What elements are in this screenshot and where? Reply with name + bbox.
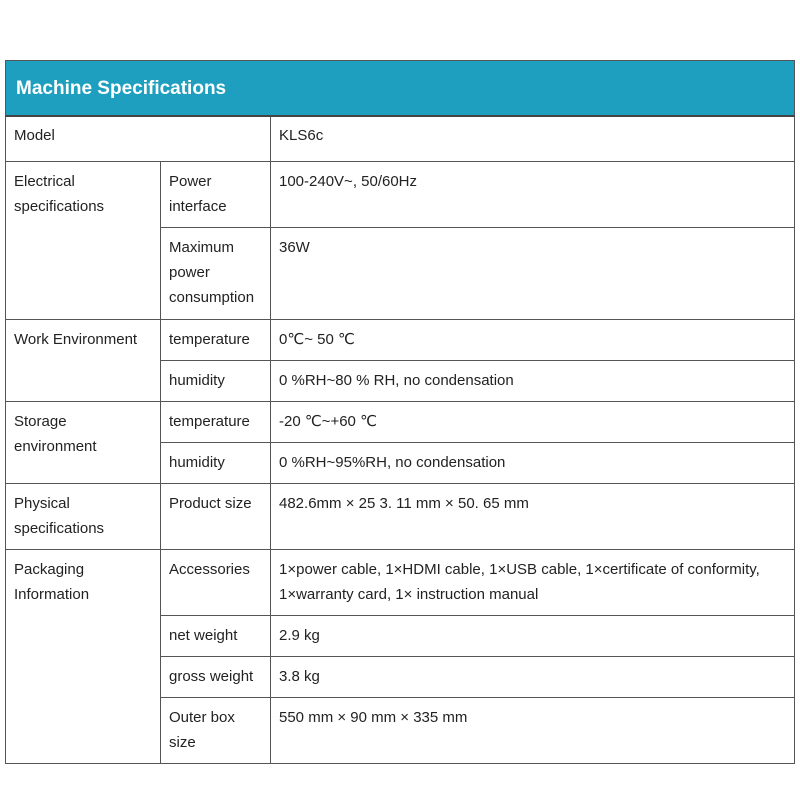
param-value: 0℃~ 50 ℃	[271, 320, 795, 361]
param-label: gross weight	[161, 657, 271, 698]
param-label: Maximum power consumption	[161, 228, 271, 320]
spec-table	[5, 60, 795, 764]
param-label: temperature	[161, 320, 271, 361]
param-label: temperature	[161, 402, 271, 443]
title-row	[6, 61, 795, 117]
group-label-storage-environment: Storage environment	[6, 402, 161, 484]
param-value: -20 ℃~+60 ℃	[271, 402, 795, 443]
param-value: 100-240V~, 50/60Hz	[271, 162, 795, 228]
param-value: 0 %RH~95%RH, no condensation	[271, 443, 795, 484]
group-label-packaging: Packaging Information	[6, 550, 161, 764]
param-label: humidity	[161, 361, 271, 402]
param-label: Product size	[161, 484, 271, 550]
param-label: net weight	[161, 616, 271, 657]
group-label-electrical: Electrical specifications	[6, 162, 161, 320]
table-row	[6, 402, 795, 443]
group-label-work-environment: Work Environment	[6, 320, 161, 402]
table-row-model	[6, 116, 795, 162]
table-row	[6, 550, 795, 616]
param-value: 2.9 kg	[271, 616, 795, 657]
model-label: Model	[6, 116, 271, 162]
param-label: Accessories	[161, 550, 271, 616]
param-label: Outer box size	[161, 698, 271, 764]
table-title: Machine Specifications	[6, 61, 795, 117]
param-value: 3.8 kg	[271, 657, 795, 698]
group-label-physical: Physical specifications	[6, 484, 161, 550]
model-value: KLS6c	[271, 116, 795, 162]
param-value: 1×power cable, 1×HDMI cable, 1×USB cable, 1×certificate of conformity, 1×warranty card, 1× instruction manual	[271, 550, 795, 616]
param-value: 0 %RH~80 % RH, no condensation	[271, 361, 795, 402]
table-row	[6, 320, 795, 361]
param-value: 550 mm × 90 mm × 335 mm	[271, 698, 795, 764]
param-label: humidity	[161, 443, 271, 484]
param-value: 36W	[271, 228, 795, 320]
param-label: Power interface	[161, 162, 271, 228]
param-value: 482.6mm × 25 3. 11 mm × 50. 65 mm	[271, 484, 795, 550]
table-row	[6, 484, 795, 550]
table-row	[6, 162, 795, 228]
